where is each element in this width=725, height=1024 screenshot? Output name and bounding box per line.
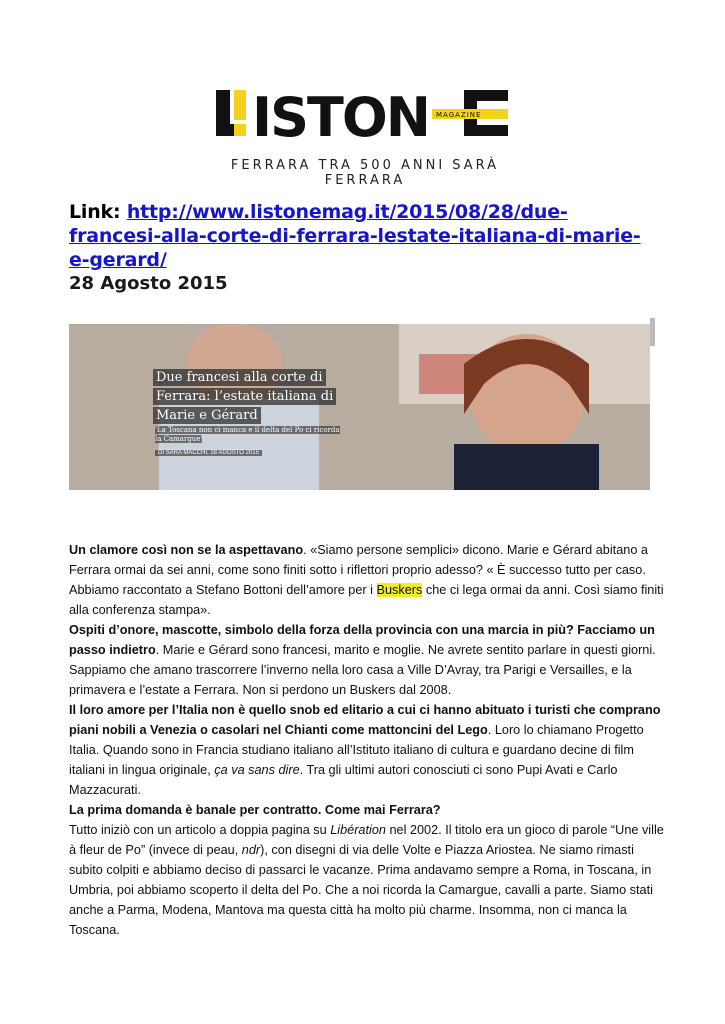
hero-title-line: Marie e Gérard bbox=[153, 407, 261, 424]
masthead bbox=[0, 82, 725, 188]
svg-text:ISTON: ISTON bbox=[252, 86, 429, 149]
article-body bbox=[69, 540, 669, 940]
hero-title-line: Ferrara: l’estate italiana di bbox=[153, 388, 336, 405]
hero-title bbox=[153, 368, 337, 425]
hero-subtitle: 'La Toscana non ci manca e il delta del Po ci ricorda la Camargue' bbox=[155, 426, 340, 443]
tagline: FERRARA TRA 500 ANNI SARÀ FERRARA bbox=[230, 158, 500, 188]
hero-photo bbox=[69, 324, 650, 490]
buskers-highlight: Buskers bbox=[376, 583, 423, 597]
scrollbar[interactable] bbox=[650, 318, 655, 346]
hero-title-line: Due francesi alla corte di bbox=[153, 369, 326, 386]
article-url[interactable]: http://www.listonemag.it/2015/08/28/due-francesi-alla-corte-di-ferrara-lestate-italiana-di-marie-e-gerard/ bbox=[69, 201, 641, 271]
paragraph bbox=[69, 800, 669, 820]
paragraph: Ospiti d’onore, mascotte, simbolo della forza della provincia con una marcia in più? Facciamo un passo indietro. Marie e Gérard sono francesi, marito e moglie. Ne avrete sentito parlare in questi giorni. Sappiamo che amano trascorrere l’inverno nella loro casa a Ville D’Avray, tra Parigi e Versailles, e la primavera e l’estate a Ferrara. Non si perdono un Buskers dal 2008. bbox=[69, 623, 656, 697]
svg-text:MAGAZINE: MAGAZINE bbox=[436, 111, 482, 119]
article-date: 28 Agosto 2015 bbox=[69, 273, 228, 294]
hero-byline: DI SARA MACCHI, 28 AGOSTO 2015 bbox=[155, 450, 262, 456]
question-bold: Ospiti d’onore, mascotte, simbolo della forza della provincia con una marcia in più? Facciamo un passo indietro bbox=[69, 623, 655, 657]
link-label: Link: bbox=[69, 201, 121, 223]
source-link bbox=[69, 200, 659, 272]
paragraph: Il loro amore per l’Italia non è quello snob ed elitario a cui ci hanno abituato i turisti che comprano piani nobili a Venezia o casolari nel Chianti come mattoncini del Lego. Loro lo chiamano Progetto Italia. Quando sono in Francia studiano italiano all’Istituto italiano di cultura e guardano decine di film italiani in lingua originale, ça va sans dire. Tra gli ultimi autori conosciuti ci sono Pupi Avati e Carlo Mazzacurati. bbox=[69, 703, 661, 797]
paragraph: Un clamore così non se la aspettavano. «Siamo persone semplici» dicono. Marie e Gérard abitano a Ferrara ormai da sei anni, come sono finiti sotto i riflettori proprio adesso? « È successo tutto per caso. Abbiamo raccontato a Stefano Bottoni dell’amore per i Buskers che ci lega ormai da anni. Così siamo finiti alla conferenza stampa». bbox=[69, 543, 664, 617]
paragraph: Tutto iniziò con un articolo a doppia pagina su Libération nel 2002. Il titolo era un gioco di parole “Une ville à fleur de Po” (invece di peau, ndr), con disegni di via delle Volte e Piazza Ariostea. Ne siamo rimasti subito colpiti e abbiamo deciso di passarci le vacanze. Prima andavamo sempre a Roma, in Toscana, in Umbria, poi abbiamo scoperto il delta del Po. Che a noi ricorda la Camargue, cavalli a parte. Siamo stati anche a Parma, Modena, Mantova ma questa città ha molto più charme. Insomma, non ci manca la Toscana. bbox=[69, 823, 664, 937]
question-bold: Il loro amore per l’Italia non è quello snob ed elitario a cui ci hanno abituato i turisti che comprano piani nobili a Venezia o casolari nel Chianti come mattoncini del Lego bbox=[69, 703, 661, 737]
lead-bold: Un clamore così non se la aspettavano bbox=[69, 543, 304, 557]
question-bold: La prima domanda è banale per contratto. Come mai Ferrara? bbox=[69, 803, 441, 817]
listone-logo bbox=[214, 82, 514, 152]
